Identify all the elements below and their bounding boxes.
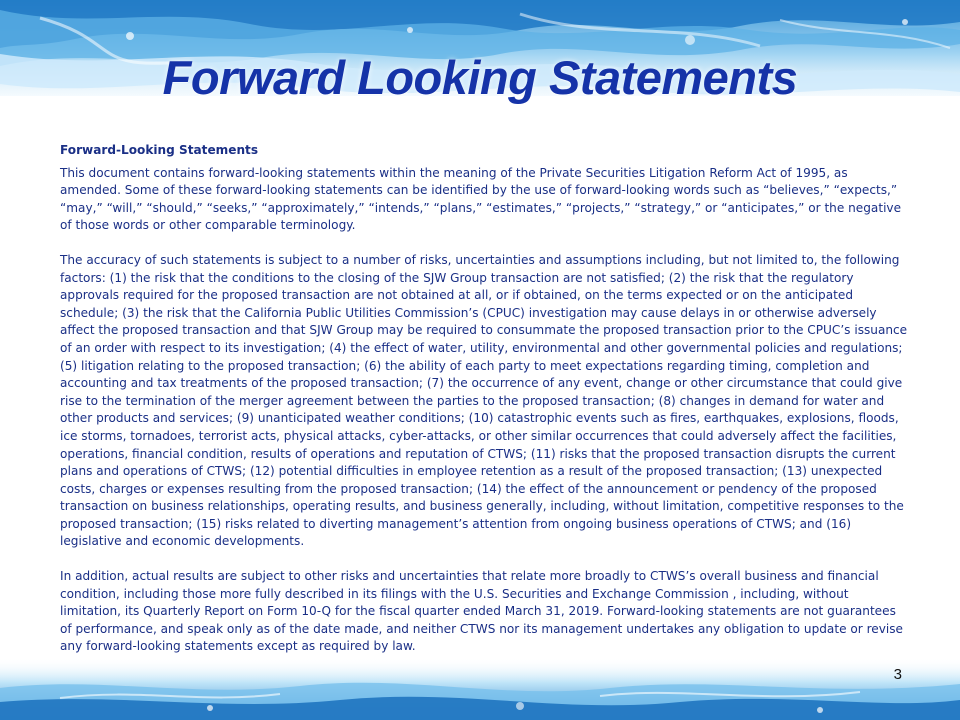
paragraph-additional-risks: In addition, actual results are subject to other risks and uncertainties that relate more broadly to CTWS’s overall business and financial condition, including those more fully described in its filings with the U.S. Securities and Exchange Commission , including, without limitation, its Quarterly Report on Form 10-Q for the fiscal quarter ended March 31, 2019. Forward-looking statements are not guarantees of performance, and speak only as of the date made, and neither CTWS nor its management undertakes any obligation to update or revise any forward-looking statements except as required by law.: [60, 569, 903, 654]
page-number: 3: [893, 666, 902, 683]
section-heading: Forward-Looking Statements: [60, 143, 259, 157]
paragraph-intro: This document contains forward-looking statements within the meaning of the Private Securities Litigation Reform Act of 1995, as amended. Some of these forward-looking statements can be identified by the use of forward-looking words such as “believes,” “expects,” “may,” “will,” “should,” “seeks,” “approximately,” “intends,” “plans,” “estimates,” “projects,” “strategy,” or “anticipates,” or the negative of those words or other comparable terminology.: [60, 165, 902, 233]
paragraph-risk-factors: The accuracy of such statements is subject to a number of risks, uncertainties and assumptions including, but not limited to, the following factors: (1) the risk that the conditions to the closing of the SJW Group transaction are not satisfied; (2) the risk that the regulatory approvals required for the proposed transaction are not obtained at all, or if obtained, on the terms expected or on the anticipated schedule; (3) the risk that the California Public Utilities Commission’s (CPUC) investigation may cause delays in or otherwise adversely affect the proposed transaction and that SJW Group may be required to consummate the proposed transaction prior to the CPUC’s issuance of an order with respect to its investigation; (4) the effect of water, utility, environmental and other governmental policies and regulations; (5) litigation relating to the proposed transaction; (6) the ability of each party to meet expectations regarding timing, completion and accounting and tax treatments of the proposed transaction; (7) the occurrence of any event, change or other circumstance that could give rise to the termination of the merger agreement between the parties to the proposed transaction; (8) changes in demand for water and other products and services; (9) unanticipated weather conditions; (10) catastrophic events such as fires, earthquakes, explosions, floods, ice storms, tornadoes, terrorist acts, physical attacks, cyber-attacks, or other similar occurrences that could adversely affect the facilities, operations, financial condition, results of operations and reputation of CTWS; (11) risks that the proposed transaction disrupts the current plans and operations of CTWS; (12) potential difficulties in employee retention as a result of the proposed transaction; (13) unexpected costs, charges or expenses resulting from the proposed transaction; (14) the effect of the announcement or pendency of the proposed transaction on business relationships, operating results, and business generally, including, without limitation, competitive responses to the proposed transaction; (15) risks related to diverting management’s attention from ongoing business operations of CTWS; and (16) legislative and economic developments.: [60, 252, 908, 549]
slide-title: Forward Looking Statements: [162, 51, 798, 104]
water-splash-bottom: [0, 658, 960, 720]
statement-body: [60, 142, 910, 673]
